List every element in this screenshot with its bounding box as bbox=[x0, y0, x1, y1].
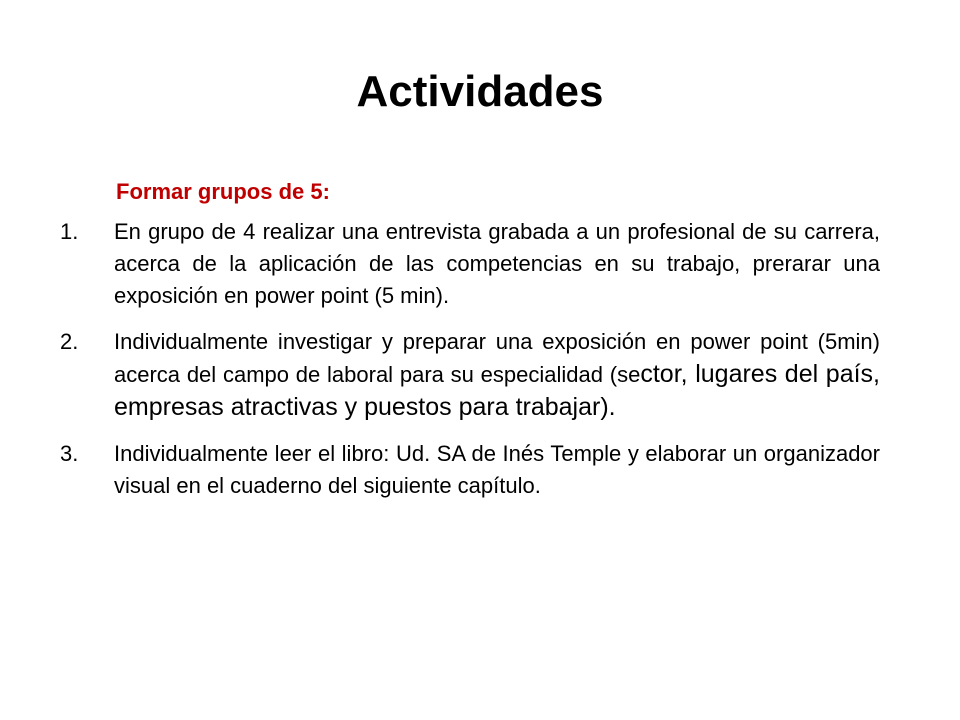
item-text bbox=[114, 326, 880, 424]
item-text: Individualmente leer el libro: Ud. SA de Inés Temple y elaborar un organizador visual en el cuaderno del siguiente capítulo. bbox=[114, 441, 880, 498]
slide-title: Actividades bbox=[356, 67, 604, 116]
section-heading: Formar grupos de 5: bbox=[116, 179, 330, 204]
item-text-start: Individualmente investigar y preparar una exposición en power point (5min) acerca del campo de laboral para su especialidad (se bbox=[114, 329, 880, 387]
list-item bbox=[60, 438, 880, 502]
item-number: 1. bbox=[60, 219, 79, 244]
item-text: En grupo de 4 realizar una entrevista grabada a un profesional de su carrera, acerca de la aplicación de las competencias en su trabajo, prerarar una exposición en power point (5 min). bbox=[114, 219, 880, 308]
list-item bbox=[60, 326, 880, 424]
activity-list bbox=[60, 216, 880, 516]
item-number: 3. bbox=[60, 441, 79, 466]
list-item bbox=[60, 216, 880, 312]
item-number: 2. bbox=[60, 329, 79, 354]
item-text-large: ctor, lugares del país, empresas atractivas y puestos para trabajar). bbox=[114, 360, 880, 421]
